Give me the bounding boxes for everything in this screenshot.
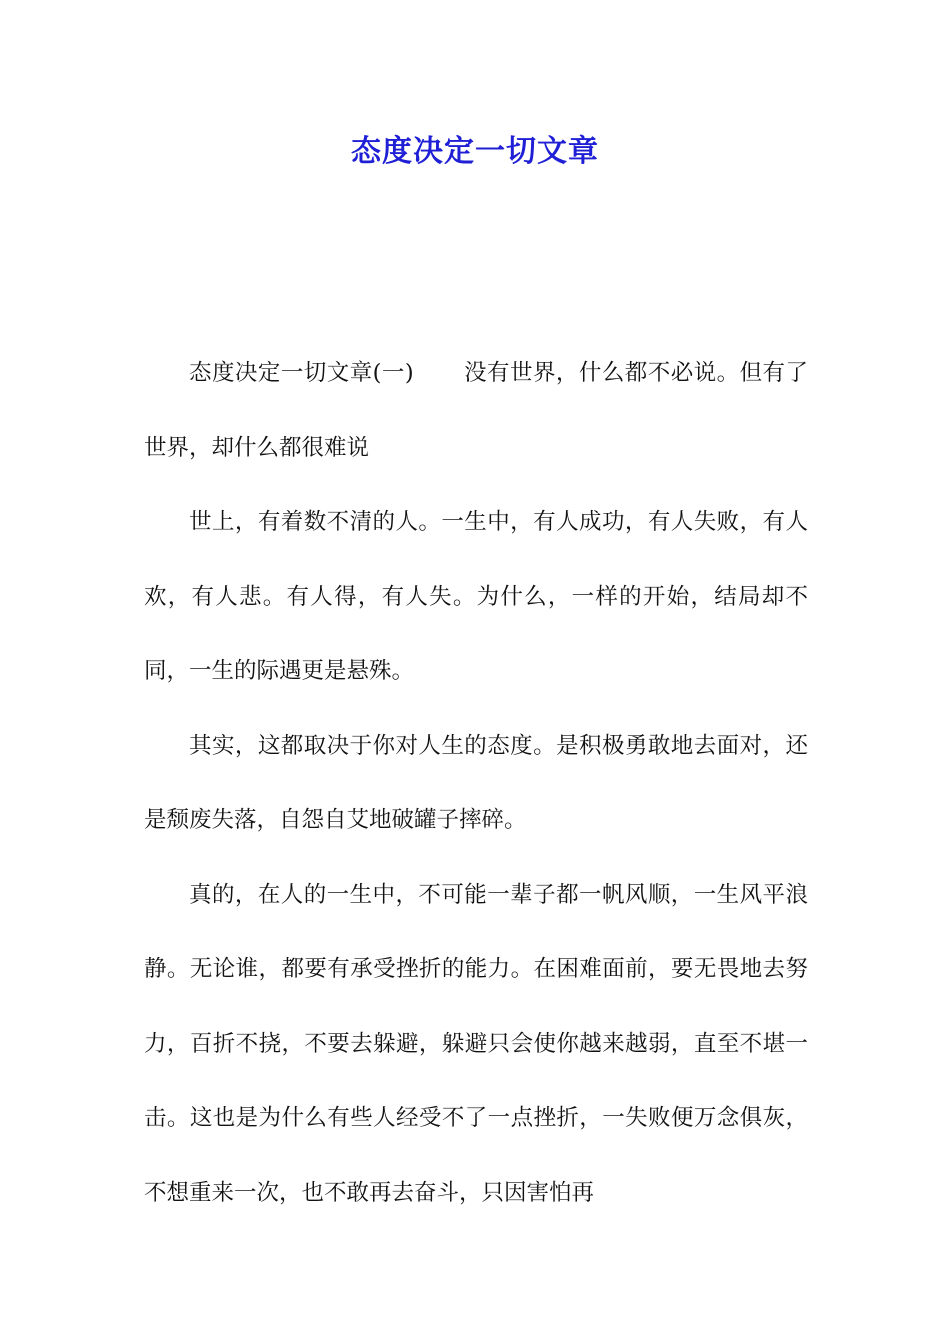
- document-body: [144, 336, 808, 1230]
- paragraph-2: 世上，有着数不清的人。一生中，有人成功，有人失败，有人欢，有人悲。有人得，有人失。为什么，一样的开始，结局却不同，一生的际遇更是悬殊。: [144, 509, 808, 684]
- paragraph-1: [144, 336, 808, 485]
- document-title: 态度决定一切文章: [351, 134, 599, 169]
- paragraph-3: 其实，这都取决于你对人生的态度。是积极勇敢地去面对，还是颓废失落，自怨自艾地破罐子摔碎。: [144, 732, 808, 833]
- section-heading: 态度决定一切文章(一): [189, 360, 414, 386]
- paragraph-4: 真的，在人的一生中，不可能一辈子都一帆风顺，一生风平浪静。无论谁，都要有承受挫折的能力。在困难面前，要无畏地去努力，百折不挠，不要去躲避，躲避只会使你越来越弱，直至不堪一击。这也是为什么有些人经受不了一点挫折，一失败便万念俱灰，不想重来一次，也不敢再去奋斗，只因害怕再: [144, 881, 808, 1206]
- paragraph-text: 没有世界，什么都不必说。但有了世界，却什么都很难说: [144, 360, 808, 461]
